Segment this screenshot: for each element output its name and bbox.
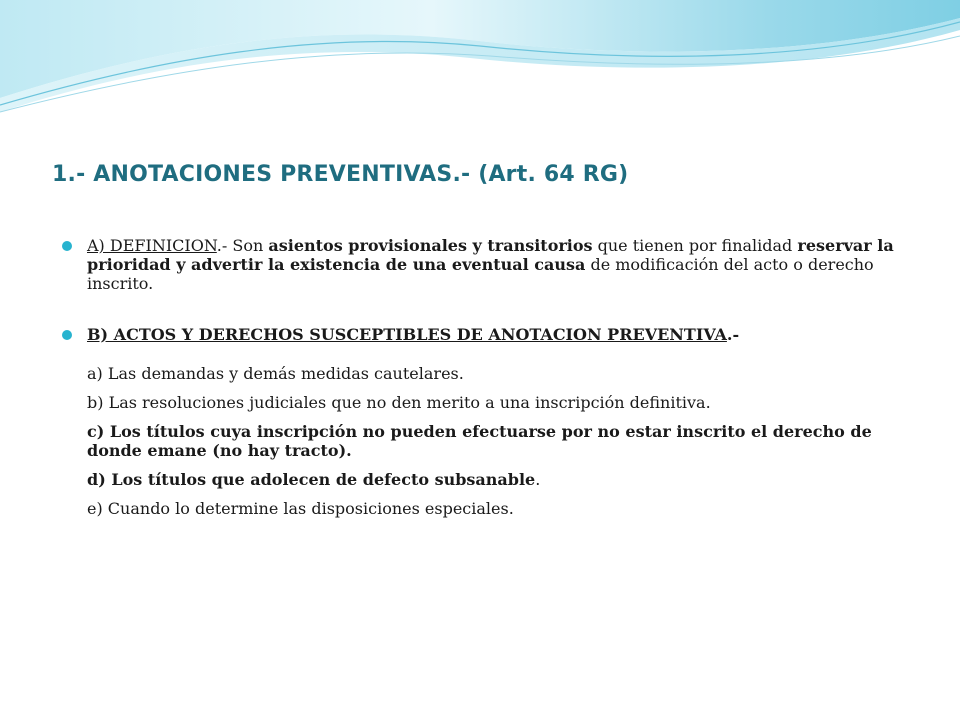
list-item-d — [62, 470, 912, 489]
bullet-definicion — [62, 236, 912, 293]
bullet-dot-icon — [62, 330, 72, 340]
item-d-bold: d) Los títulos que adolecen de defecto subsanable — [87, 470, 536, 489]
list-item-a — [62, 364, 912, 383]
definicion-text-2: de modificación del acto o derecho inscrito. — [87, 255, 874, 293]
slide-title: 1.- ANOTACIONES PREVENTIVAS.- (Art. 64 RG) — [52, 162, 629, 187]
list-item-c — [62, 422, 912, 460]
item-e-text: e) Cuando lo determine las disposiciones especiales. — [87, 499, 514, 518]
definicion-label: A) DEFINICION — [87, 236, 217, 255]
definicion-intro: .- Son — [216, 236, 269, 255]
definicion-bold-1: asientos provisionales y transitorios — [268, 236, 593, 255]
item-c-bold: c) Los títulos cuya inscripción no pueden efectuarse por no estar inscrito el derecho de donde emane — [87, 422, 872, 460]
bullet-actos — [62, 325, 912, 344]
list-item-e — [62, 499, 912, 518]
header-wave-decoration — [0, 0, 960, 130]
slide-body — [62, 236, 912, 518]
definicion-text-1: que tienen por finalidad — [592, 236, 798, 255]
item-d-text: . — [535, 470, 541, 489]
item-a-text: a) Las demandas y demás medidas cautelares. — [87, 364, 464, 383]
list-item-b — [62, 393, 912, 412]
item-b-text: b) Las resoluciones judiciales que no den merito a una inscripción definitiva. — [87, 393, 711, 412]
item-c-text: (no hay tracto). — [206, 441, 352, 460]
bullet-dot-icon — [62, 241, 72, 251]
actos-suffix: .- — [726, 325, 740, 344]
actos-label: B) ACTOS Y DERECHOS SUSCEPTIBLES DE ANOTACION PREVENTIVA — [87, 325, 727, 344]
definicion-bold-2: reservar la prioridad y advertir la existencia de una eventual causa — [87, 236, 894, 274]
